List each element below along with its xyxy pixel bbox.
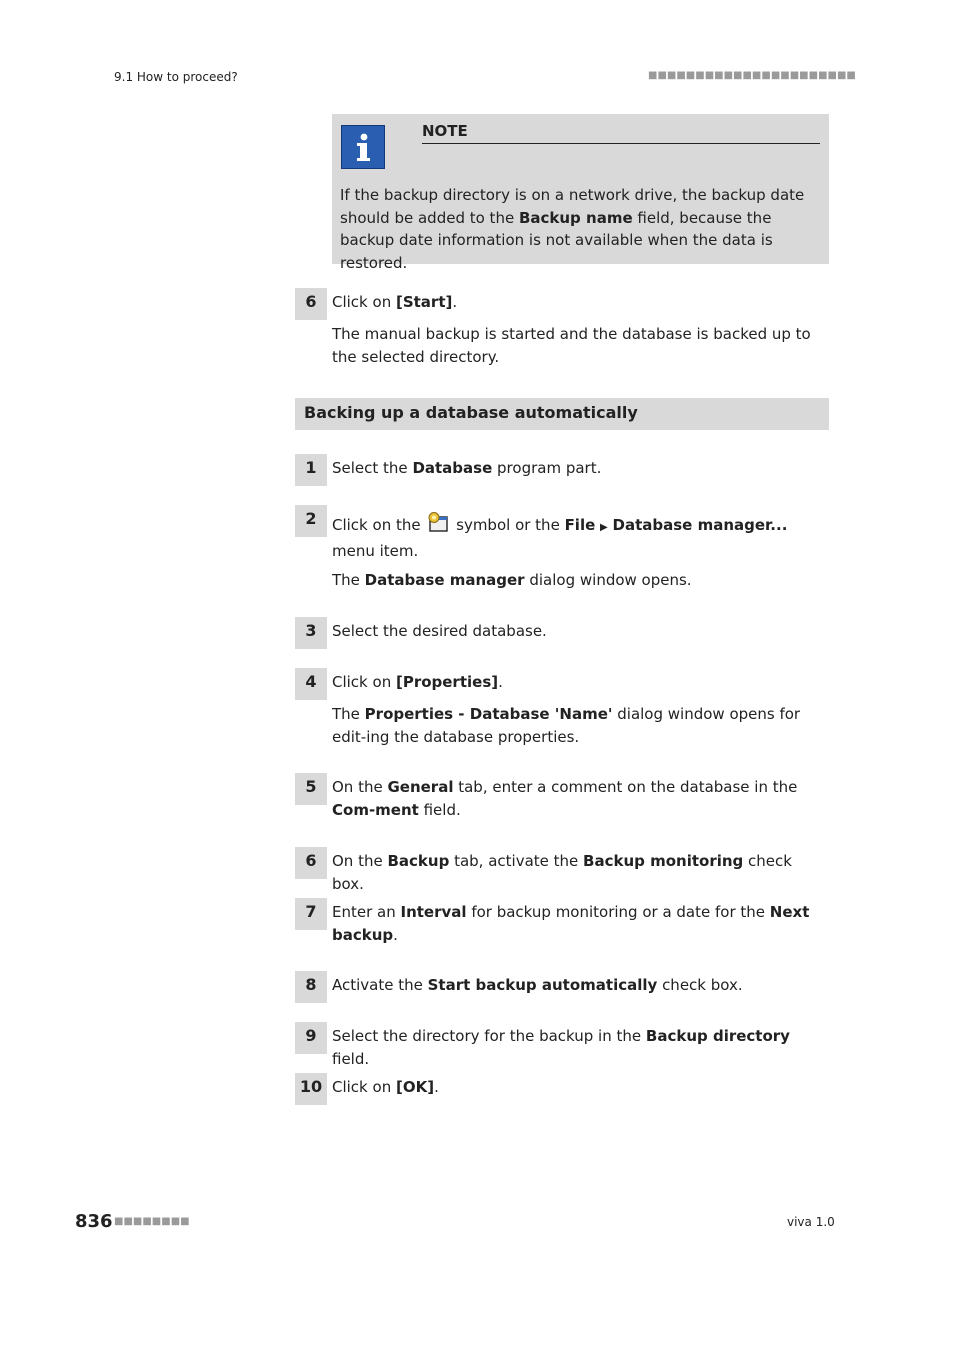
- step-number: 10: [295, 1073, 327, 1105]
- note-box: [332, 114, 829, 272]
- section-title: Backing up a database automatically: [304, 403, 638, 422]
- note-title: NOTE: [422, 122, 820, 144]
- database-manager-icon: [427, 512, 449, 539]
- step-number: 8: [295, 971, 327, 1003]
- step-number: 6: [295, 288, 327, 320]
- step-number: 3: [295, 617, 327, 649]
- step-number: 2: [295, 505, 327, 537]
- page-number: 836: [75, 1211, 113, 1232]
- header-decoration: ■■■■■■■■■■■■■■■■■■■■■■: [648, 70, 856, 81]
- step-instruction: Click on [Properties].: [332, 673, 503, 691]
- step-instruction: Select the Database program part.: [332, 459, 602, 477]
- step-result: The manual backup is started and the database is backed up to the selected directory.: [332, 325, 811, 366]
- step-result: The Properties - Database 'Name' dialog window opens for edit-ing the database properties.: [332, 705, 801, 746]
- section-heading-bar: [295, 398, 829, 430]
- step-number: 9: [295, 1022, 327, 1054]
- step-number: 5: [295, 773, 327, 805]
- info-icon: [341, 125, 385, 169]
- step-number: 4: [295, 668, 327, 700]
- step-number: 6: [295, 847, 327, 879]
- note-text: If the backup directory is on a network drive, the backup date should be added to the Backup name field, because the backup date information is not available when the data is restored.: [340, 186, 805, 272]
- product-version: viva 1.0: [787, 1215, 835, 1229]
- step-instruction: Activate the Start backup automatically check box.: [332, 976, 743, 994]
- step-instruction: Click on the symbol or the File ▶ Database manager... menu item.: [332, 512, 827, 562]
- step-instruction: Click on [Start].: [332, 293, 458, 311]
- step-instruction: On the General tab, enter a comment on the database in the Com-ment field.: [332, 778, 798, 819]
- step-number: 7: [295, 898, 327, 930]
- footer-decoration: ■■■■■■■■: [114, 1216, 190, 1227]
- running-header-section: 9.1 How to proceed?: [114, 70, 238, 84]
- step-number: 1: [295, 454, 327, 486]
- step-instruction: Click on [OK].: [332, 1078, 439, 1096]
- step-instruction: Enter an Interval for backup monitoring or a date for the Next backup.: [332, 903, 810, 944]
- step-instruction: On the Backup tab, activate the Backup monitoring check box.: [332, 852, 792, 893]
- step-instruction: Select the desired database.: [332, 622, 547, 640]
- step-instruction: Select the directory for the backup in the Backup directory field.: [332, 1027, 790, 1068]
- step-result: The Database manager dialog window opens.: [332, 571, 692, 589]
